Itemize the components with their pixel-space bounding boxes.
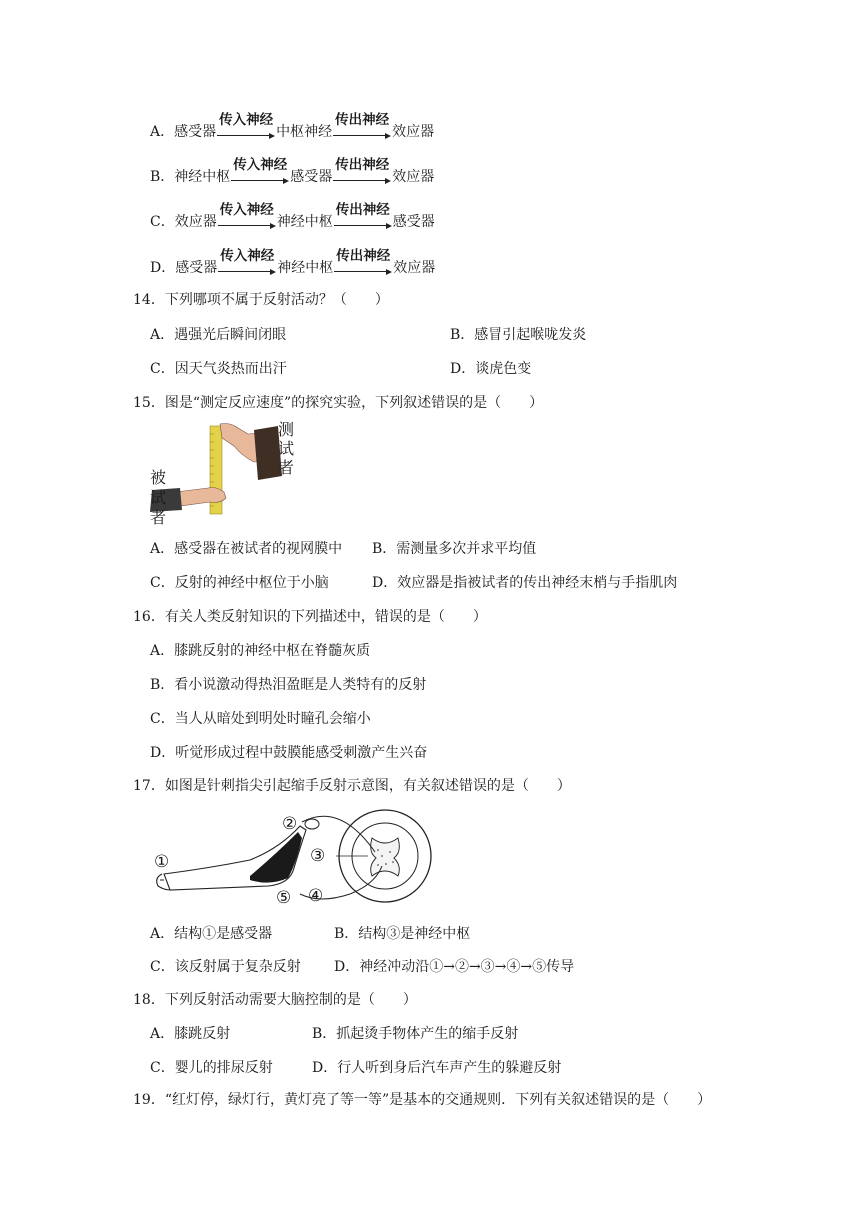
tester-label (278, 420, 294, 477)
q15-stem: 15．图是“测定反应速度”的探究实验，下列叙述错误的是（ ） (133, 395, 544, 411)
q13-term: 效应器 (174, 214, 217, 230)
q13-term: 效应器 (392, 169, 435, 185)
arrow-label: 传出神经 (335, 112, 390, 128)
q15-option-b: B．需测量多次并求平均值 (372, 541, 537, 557)
labeled-arrow (333, 157, 391, 187)
arrow-head-icon (270, 269, 276, 275)
arrow-head-icon (269, 133, 275, 139)
q13-term: 神经中枢 (277, 260, 334, 276)
arrow-head-icon (386, 223, 392, 229)
labeled-arrow (217, 112, 275, 142)
subject-label-char: 被 (150, 468, 167, 487)
q17-option-d: D．神经冲动沿①→②→③→④→⑤传导 (334, 959, 575, 975)
q15-option-d: D．效应器是指被试者的传出神经末梢与手指肌肉 (372, 575, 678, 591)
q13-option-b (150, 157, 434, 187)
marker-1: ① (154, 852, 170, 872)
arrow-label: 传出神经 (335, 202, 390, 218)
q13-term: 感受器 (392, 214, 435, 230)
arrow-label: 传出神经 (335, 157, 390, 173)
q13-option-letter: D． (150, 260, 176, 276)
q16-option-b: B．看小说激动得热泪盈眶是人类特有的反射 (150, 677, 427, 693)
q19-stem: 19．“红灯停，绿灯行，黄灯亮了等一等”是基本的交通规则．下列有关叙述错误的是（ ） (133, 1092, 712, 1108)
q13-option-a (150, 112, 434, 142)
arrow-label: 传入神经 (219, 112, 274, 128)
q13-term: 神经中枢 (276, 214, 333, 230)
marker-2: ② (282, 814, 298, 834)
marker-3: ③ (310, 846, 326, 866)
q14-option-c: C．因天气炎热而出汗 (150, 361, 287, 377)
q13-option-d (150, 248, 435, 278)
q13-option-letter: C． (150, 214, 175, 230)
subject-label-char: 试 (150, 488, 167, 507)
q13-term: 感受器 (290, 169, 333, 185)
reflex-arc-diagram (150, 808, 450, 912)
arrow-head-icon (386, 269, 392, 275)
labeled-arrow (334, 248, 392, 278)
q18-stem: 18．下列反射活动需要大脑控制的是（ ） (133, 992, 417, 1008)
q18-option-c: C．婴儿的排尿反射 (150, 1060, 273, 1076)
q14-stem: 14．下列哪项不属于反射活动？（ ） (133, 292, 389, 308)
q13-term: 效应器 (393, 260, 436, 276)
q17-option-a: A．结构①是感受器 (150, 926, 273, 942)
subject-label-char: 者 (150, 508, 167, 527)
marker-5: ⑤ (276, 888, 292, 908)
q17-stem: 17．如图是针刺指尖引起缩手反射示意图，有关叙述错误的是（ ） (133, 778, 571, 794)
arrow-label: 传出神经 (336, 248, 391, 264)
q16-option-c: C．当人从暗处到明处时瞳孔会缩小 (150, 711, 371, 727)
q15-option-a: A．感受器在被试者的视网膜中 (150, 541, 343, 557)
q16-option-d: D．听觉形成过程中鼓膜能感受刺激产生兴奋 (150, 745, 428, 761)
subject-label (150, 468, 166, 528)
labeled-arrow (333, 112, 391, 142)
q13-term: 感受器 (175, 260, 218, 276)
labeled-arrow (334, 202, 392, 232)
reaction-test-figure (150, 420, 300, 532)
q14-option-a: A．遇强光后瞬间闭眼 (150, 327, 287, 343)
q16-stem: 16．有关人类反射知识的下列描述中，错误的是（ ） (133, 609, 487, 625)
arrow-head-icon (385, 133, 391, 139)
q18-option-d: D．行人听到身后汽车声产生的躲避反射 (312, 1060, 562, 1076)
labeled-arrow (218, 202, 276, 232)
q13-term: 神经中枢 (174, 169, 231, 185)
q17-option-c: C．该反射属于复杂反射 (150, 959, 301, 975)
arrow-label: 传入神经 (219, 202, 274, 218)
tester-label-char: 者 (278, 458, 295, 477)
q14-option-d: D．谈虎色变 (450, 361, 532, 377)
tester-label-char: 试 (278, 439, 295, 458)
q13-term: 效应器 (392, 124, 435, 140)
q13-term: 感受器 (174, 124, 217, 140)
arrow-head-icon (283, 178, 289, 184)
q13-option-letter: B． (150, 169, 175, 185)
arrow-label: 传入神经 (233, 157, 288, 173)
q18-option-a: A．膝跳反射 (150, 1026, 231, 1042)
arrow-label: 传入神经 (220, 248, 275, 264)
q14-option-b: B．感冒引起喉咙发炎 (450, 327, 587, 343)
q17-option-b: B．结构③是神经中枢 (334, 926, 471, 942)
arrow-head-icon (270, 223, 276, 229)
reflex-arc-figure (150, 808, 450, 912)
q13-term: 中枢神经 (276, 124, 333, 140)
labeled-arrow (218, 248, 276, 278)
labeled-arrow (231, 157, 289, 187)
marker-4: ④ (308, 886, 324, 906)
q13-option-c (150, 202, 435, 232)
q15-option-c: C．反射的神经中枢位于小脑 (150, 575, 329, 591)
tester-label-char: 测 (278, 420, 295, 439)
q16-option-a: A．膝跳反射的神经中枢在脊髓灰质 (150, 643, 371, 659)
q18-option-b: B．抓起烫手物体产生的缩手反射 (312, 1026, 519, 1042)
q13-option-letter: A． (150, 124, 175, 140)
arrow-head-icon (385, 178, 391, 184)
